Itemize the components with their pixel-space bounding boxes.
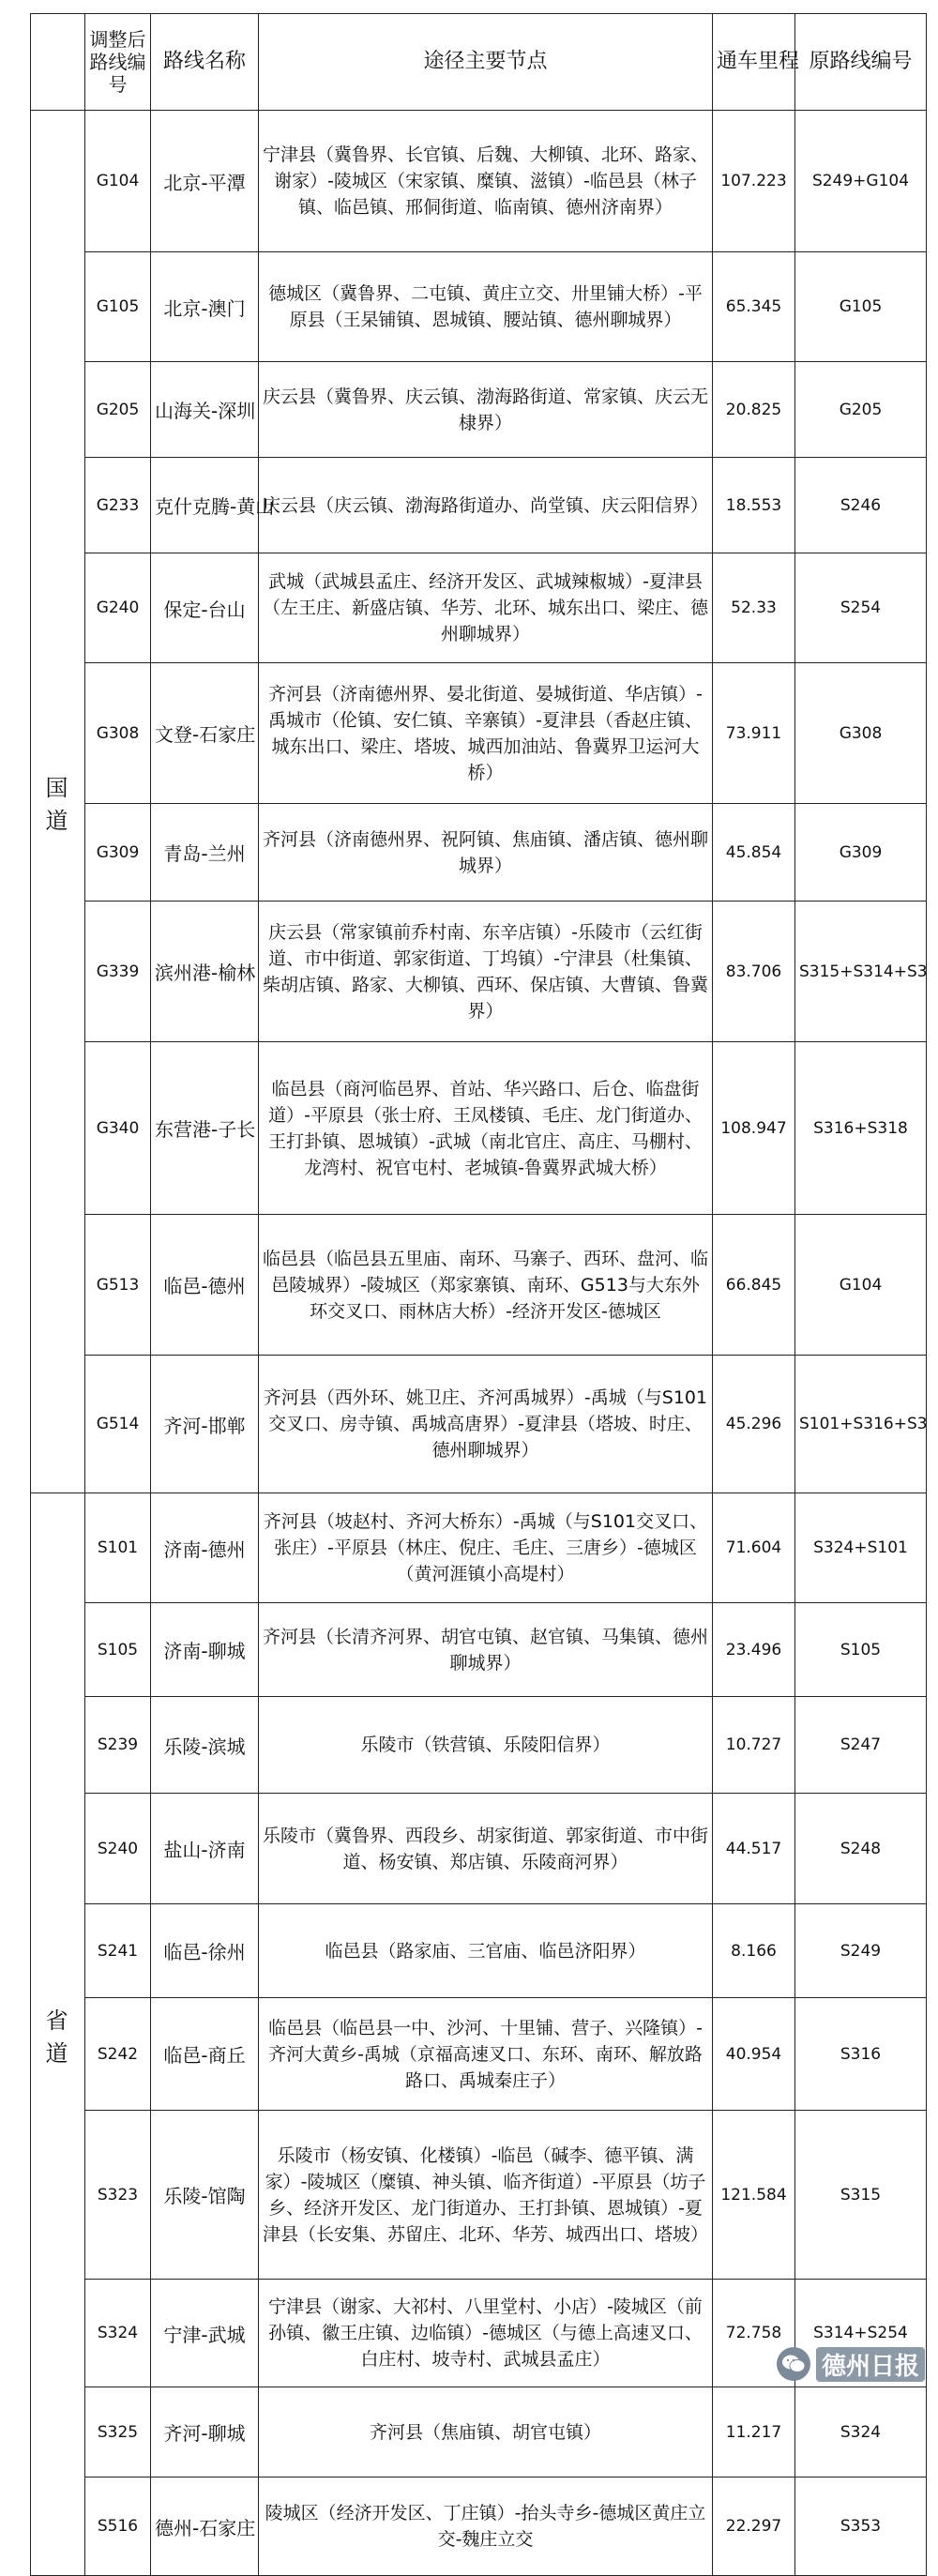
mileage-cell: 10.727 — [713, 1697, 795, 1794]
original-code-cell: G205 — [795, 362, 927, 458]
table-row — [31, 1493, 927, 1603]
original-code-cell: S316+S318 — [795, 1042, 927, 1215]
original-code-cell: G309 — [795, 804, 927, 902]
mileage-cell: 40.954 — [713, 1998, 795, 2111]
route-name-cell: 东营港-子长 — [151, 1042, 259, 1215]
mileage-cell: 52.33 — [713, 553, 795, 663]
code-cell: G105 — [85, 252, 151, 362]
route-name-cell: 北京-澳门 — [151, 252, 259, 362]
table-row — [31, 663, 927, 804]
nodes-cell: 庆云县（庆云镇、渤海路街道办、尚堂镇、庆云阳信界） — [259, 458, 713, 553]
route-name-cell: 德州-石家庄 — [151, 2478, 259, 2576]
original-code-cell: S247 — [795, 1697, 927, 1794]
mileage-cell: 72.758 — [713, 2280, 795, 2387]
mileage-cell: 20.825 — [713, 362, 795, 458]
nodes-cell: 乐陵市（杨安镇、化楼镇）-临邑（碱李、德平镇、满家）-陵城区（糜镇、神头镇、临齐街道）-平原县（坊子乡、经济开发区、龙门街道办、王打卦镇、恩城镇）-夏津县（长安集、苏留庄、北环、华芳、城西出口、塔坡） — [259, 2111, 713, 2280]
route-name-cell: 济南-德州 — [151, 1493, 259, 1603]
mileage-cell: 108.947 — [713, 1042, 795, 1215]
mileage-cell: 107.223 — [713, 111, 795, 252]
original-code-cell: S314+S254 — [795, 2280, 927, 2387]
nodes-cell: 齐河县（济南德州界、祝阿镇、焦庙镇、潘店镇、德州聊城界） — [259, 804, 713, 902]
header-nodes: 途径主要节点 — [259, 14, 713, 111]
route-table — [30, 13, 927, 2576]
table-row — [31, 111, 927, 252]
table-row — [31, 362, 927, 458]
original-code-cell: G308 — [795, 663, 927, 804]
code-cell: G309 — [85, 804, 151, 902]
route-table-container — [30, 13, 926, 2576]
table-row — [31, 458, 927, 553]
code-cell: G308 — [85, 663, 151, 804]
table-row — [31, 804, 927, 902]
original-code-cell: S324 — [795, 2387, 927, 2478]
original-code-cell: S249 — [795, 1904, 927, 1998]
watermark-text: 德州日报 — [816, 2347, 925, 2382]
nodes-cell: 宁津县（谢家、大祁村、八里堂村、小店）-陵城区（前孙镇、徽王庄镇、边临镇）-德城区（与德上高速叉口、白庄村、坡寺村、武城县孟庄） — [259, 2280, 713, 2387]
mileage-cell: 45.296 — [713, 1356, 795, 1493]
header-orig: 原路线编号 — [795, 14, 927, 111]
mileage-cell: 66.845 — [713, 1215, 795, 1356]
nodes-cell: 德城区（冀鲁界、二屯镇、黄庄立交、卅里铺大桥）-平原县（王杲铺镇、恩城镇、腰站镇、德州聊城界） — [259, 252, 713, 362]
code-cell: G240 — [85, 553, 151, 663]
route-name-cell: 青岛-兰州 — [151, 804, 259, 902]
original-code-cell: S324+S101 — [795, 1493, 927, 1603]
table-body — [31, 111, 927, 2576]
table-row — [31, 1356, 927, 1493]
code-cell: G514 — [85, 1356, 151, 1493]
mileage-cell: 65.345 — [713, 252, 795, 362]
table-row — [31, 553, 927, 663]
route-name-cell: 山海关-深圳 — [151, 362, 259, 458]
code-cell: G340 — [85, 1042, 151, 1215]
wechat-icon — [777, 2347, 810, 2381]
nodes-cell: 武城（武城县孟庄、经济开发区、武城辣椒城）-夏津县（左王庄、新盛店镇、华芳、北环、城东出口、梁庄、德州聊城界） — [259, 553, 713, 663]
table-row — [31, 1697, 927, 1794]
mileage-cell: 11.217 — [713, 2387, 795, 2478]
mileage-cell: 18.553 — [713, 458, 795, 553]
route-name-cell: 保定-台山 — [151, 553, 259, 663]
nodes-cell: 齐河县（焦庙镇、胡官屯镇） — [259, 2387, 713, 2478]
original-code-cell: S248 — [795, 1794, 927, 1904]
table-row — [31, 1215, 927, 1356]
code-cell: S323 — [85, 2111, 151, 2280]
mileage-cell: 71.604 — [713, 1493, 795, 1603]
route-name-cell: 文登-石家庄 — [151, 663, 259, 804]
mileage-cell: 23.496 — [713, 1603, 795, 1697]
code-cell: G233 — [85, 458, 151, 553]
code-cell: S325 — [85, 2387, 151, 2478]
table-row — [31, 2387, 927, 2478]
original-code-cell: S316 — [795, 1998, 927, 2111]
route-name-cell: 临邑-徐州 — [151, 1904, 259, 1998]
nodes-cell: 庆云县（常家镇前乔村南、东辛店镇）-乐陵市（云红街道、市中街道、郭家街道、丁坞镇）-宁津县（杜集镇、柴胡店镇、路家、大柳镇、西环、保店镇、大曹镇、鲁冀界） — [259, 902, 713, 1042]
code-cell: S101 — [85, 1493, 151, 1603]
nodes-cell: 宁津县（冀鲁界、长官镇、后魏、大柳镇、北环、路家、谢家）-陵城区（宋家镇、糜镇、滋镇）-临邑县（林子镇、临邑镇、邢侗街道、临南镇、德州济南界） — [259, 111, 713, 252]
header-code: 调整后路线编号 — [85, 14, 151, 111]
code-cell: S516 — [85, 2478, 151, 2576]
nodes-cell: 陵城区（经济开发区、丁庄镇）-抬头寺乡-德城区黄庄立交-魏庄立交 — [259, 2478, 713, 2576]
table-row — [31, 1998, 927, 2111]
code-cell: S324 — [85, 2280, 151, 2387]
code-cell: S105 — [85, 1603, 151, 1697]
code-cell: G205 — [85, 362, 151, 458]
nodes-cell: 临邑县（商河临邑界、首站、华兴路口、后仓、临盘街道）-平原县（张士府、王凤楼镇、毛庄、龙门街道办、王打卦镇、恩城镇）-武城（南北官庄、高庄、马棚村、龙湾村、祝官屯村、老城镇-鲁冀界武城大桥） — [259, 1042, 713, 1215]
route-name-cell: 乐陵-滨城 — [151, 1697, 259, 1794]
mileage-cell: 22.297 — [713, 2478, 795, 2576]
route-name-cell: 济南-聊城 — [151, 1603, 259, 1697]
code-cell: S239 — [85, 1697, 151, 1794]
code-cell: S241 — [85, 1904, 151, 1998]
header-name: 路线名称 — [151, 14, 259, 111]
nodes-cell: 庆云县（冀鲁界、庆云镇、渤海路街道、常家镇、庆云无棣界） — [259, 362, 713, 458]
table-row — [31, 252, 927, 362]
route-name-cell: 克什克腾-黄山 — [151, 458, 259, 553]
nodes-cell: 乐陵市（铁营镇、乐陵阳信界） — [259, 1697, 713, 1794]
table-row — [31, 2478, 927, 2576]
route-name-cell: 盐山-济南 — [151, 1794, 259, 1904]
mileage-cell: 83.706 — [713, 902, 795, 1042]
code-cell: S240 — [85, 1794, 151, 1904]
route-name-cell: 滨州港-榆林 — [151, 902, 259, 1042]
table-row — [31, 1794, 927, 1904]
code-cell: G339 — [85, 902, 151, 1042]
route-name-cell: 齐河-邯郸 — [151, 1356, 259, 1493]
header-km: 通车里程 — [713, 14, 795, 111]
nodes-cell: 齐河县（坡赵村、齐河大桥东）-禹城（与S101交叉口、张庄）-平原县（林庄、倪庄、毛庄、三唐乡）-德城区（黄河涯镇小高堤村） — [259, 1493, 713, 1603]
code-cell: S242 — [85, 1998, 151, 2111]
original-code-cell: S105 — [795, 1603, 927, 1697]
mileage-cell: 44.517 — [713, 1794, 795, 1904]
nodes-cell: 齐河县（济南德州界、晏北街道、晏城街道、华店镇）-禹城市（伦镇、安仁镇、辛寨镇）-夏津县（香赵庄镇、城东出口、梁庄、塔坡、城西加油站、鲁冀界卫运河大桥） — [259, 663, 713, 804]
route-name-cell: 临邑-商丘 — [151, 1998, 259, 2111]
table-row — [31, 1603, 927, 1697]
header-row — [31, 14, 927, 111]
original-code-cell: S246 — [795, 458, 927, 553]
category-cell: 国 道 — [31, 111, 85, 1493]
nodes-cell: 临邑县（临邑县一中、沙河、十里铺、营子、兴隆镇）-齐河大黄乡-禹城（京福高速叉口、东环、南环、解放路路口、禹城秦庄子） — [259, 1998, 713, 2111]
route-name-cell: 宁津-武城 — [151, 2280, 259, 2387]
mileage-cell: 8.166 — [713, 1904, 795, 1998]
route-name-cell: 临邑-德州 — [151, 1215, 259, 1356]
route-name-cell: 乐陵-馆陶 — [151, 2111, 259, 2280]
original-code-cell: G105 — [795, 252, 927, 362]
original-code-cell: S315+S314+S3 — [795, 902, 927, 1042]
mileage-cell: 73.911 — [713, 663, 795, 804]
original-code-cell: S315 — [795, 2111, 927, 2280]
table-row — [31, 902, 927, 1042]
nodes-cell: 临邑县（路家庙、三官庙、临邑济阳界） — [259, 1904, 713, 1998]
table-row — [31, 2111, 927, 2280]
original-code-cell: S249+G104 — [795, 111, 927, 252]
original-code-cell: S101+S316+S3 — [795, 1356, 927, 1493]
category-cell: 省 道 — [31, 1493, 85, 2576]
original-code-cell: S254 — [795, 553, 927, 663]
nodes-cell: 临邑县（临邑县五里庙、南环、马寨子、西环、盘河、临邑陵城界）-陵城区（郑家寨镇、南环、G513与大东外环交叉口、雨林店大桥）-经济开发区-德城区 — [259, 1215, 713, 1356]
code-cell: G513 — [85, 1215, 151, 1356]
nodes-cell: 齐河县（长清齐河界、胡官屯镇、赵官镇、马集镇、德州聊城界） — [259, 1603, 713, 1697]
route-name-cell: 齐河-聊城 — [151, 2387, 259, 2478]
original-code-cell: G104 — [795, 1215, 927, 1356]
mileage-cell: 121.584 — [713, 2111, 795, 2280]
table-row — [31, 1042, 927, 1215]
original-code-cell: S353 — [795, 2478, 927, 2576]
nodes-cell: 齐河县（西外环、姚卫庄、齐河禹城界）-禹城（与S101交叉口、房寺镇、禹城高唐界）-夏津县（塔坡、时庄、德州聊城界） — [259, 1356, 713, 1493]
code-cell: G104 — [85, 111, 151, 252]
mileage-cell: 45.854 — [713, 804, 795, 902]
route-name-cell: 北京-平潭 — [151, 111, 259, 252]
table-row — [31, 1904, 927, 1998]
header-category — [31, 14, 85, 111]
watermark — [777, 2345, 925, 2383]
nodes-cell: 乐陵市（冀鲁界、西段乡、胡家街道、郭家街道、市中街道、杨安镇、郑店镇、乐陵商河界） — [259, 1794, 713, 1904]
